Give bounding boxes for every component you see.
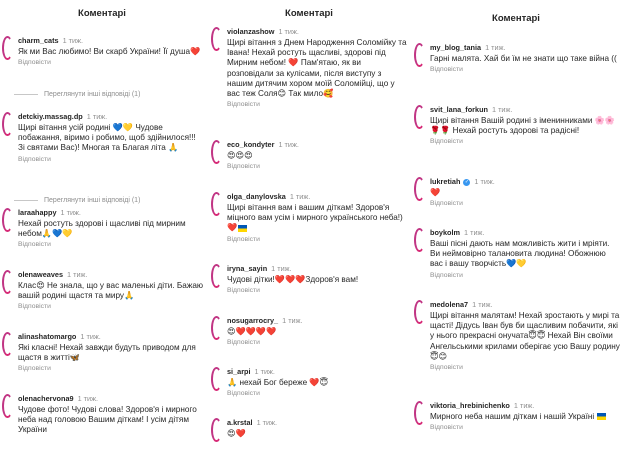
avatar[interactable] — [211, 367, 222, 391]
comment-text: 🙏 нехай Бог береже ❤️😇 — [227, 378, 329, 387]
comment — [412, 228, 620, 279]
reply-button[interactable]: Відповісти — [18, 155, 51, 163]
reply-button[interactable]: Відповісти — [18, 303, 51, 311]
view-replies-button[interactable]: Переглянути інші відповіді (1) — [0, 197, 204, 204]
comment-text: Нехай ростуть здорові і щасливі під мирним небом🙏💙💛 — [18, 219, 186, 239]
comment — [412, 300, 620, 371]
comment-text: Чудові дітки!❤️❤️❤️Здоров'я вам! — [227, 275, 359, 284]
timestamp: 1 тиж. — [271, 264, 292, 273]
comments-panel-1 — [0, 0, 204, 465]
timestamp: 1 тиж. — [256, 418, 277, 427]
username[interactable]: a.krstal — [227, 418, 253, 427]
comment-text: Які класні! Нехай завжди будуть приводом для щастя в житті🦋 — [18, 343, 196, 363]
username[interactable]: medolena7 — [430, 300, 469, 309]
comment — [0, 332, 204, 372]
comment — [209, 367, 409, 397]
username[interactable]: nosugarrocry_ — [227, 316, 279, 325]
comment — [0, 36, 204, 66]
username[interactable]: iryna_sayin — [227, 264, 268, 273]
username[interactable]: olga_danylovska — [227, 192, 286, 201]
avatar[interactable] — [2, 394, 13, 418]
comment-text: Клас😍 Не знала, що у вас маленькі діти. Бажаю вашій родині щастя та миру🙏 — [18, 281, 204, 301]
username[interactable]: laraahappy — [18, 208, 57, 217]
panel-title: Коментарі — [285, 8, 333, 19]
avatar[interactable] — [414, 300, 425, 324]
comment-text: Гарні малята. Хай би їм не знати що таке війна (( — [430, 54, 617, 63]
view-replies-button[interactable]: Переглянути інші відповіді (1) — [0, 91, 204, 98]
timestamp: 1 тиж. — [474, 177, 495, 186]
comment — [412, 105, 620, 145]
comment-text: ❤️ — [430, 188, 441, 197]
reply-button[interactable]: Відповісти — [430, 424, 463, 432]
comment-text: Щирі вітання усій родині 💙💛 Чудове побажання, віримо і робимо, щоб здійнилося!!! Зі святами Вас)! Многая та Благая літа 🙏 — [18, 123, 196, 153]
avatar[interactable] — [2, 270, 13, 294]
reply-button[interactable]: Відповісти — [430, 66, 463, 74]
comment-text: Щирі вітання малятам! Нехай зростають у мирі та щасті! Дідусь Іван був би щасливим побачити, які у нього прекрасні онучата😇😇 Нехай Він своїми Ангельськими крилами оберігає усю Вашу родину😇😊 — [430, 311, 620, 361]
comments-panel-3 — [412, 0, 620, 465]
comment — [412, 177, 620, 207]
comment-text: Щирі вітання з Днем Народження Соломійку та Івана! Нехай ростуть щасливі, здорові під Мирним небом! ❤️ Пам'ятаю, як ви розповідали за кулісами, після виступу з нашим дитячим хором моїй Соломійці, що у вас теж Соля😊 Так мило🥰 — [227, 38, 407, 99]
avatar[interactable] — [414, 401, 425, 425]
ukraine-flag-icon — [597, 413, 606, 420]
timestamp: 1 тиж. — [289, 192, 311, 201]
avatar[interactable] — [2, 36, 13, 60]
avatar[interactable] — [414, 105, 425, 129]
username[interactable]: svit_lana_forkun — [430, 105, 488, 114]
avatar[interactable] — [211, 316, 222, 340]
timestamp: 1 тиж. — [86, 112, 108, 121]
username[interactable]: olenachervona9 — [18, 394, 74, 403]
username[interactable]: detckiy.massag.dp — [18, 112, 83, 121]
comment — [209, 418, 409, 439]
username[interactable]: alinashatomargo — [18, 332, 77, 341]
username[interactable]: violanzashow — [227, 27, 275, 36]
comment — [0, 112, 204, 163]
comment — [0, 208, 204, 248]
comment — [209, 264, 409, 294]
avatar[interactable] — [2, 208, 13, 232]
timestamp: 1 тиж. — [485, 43, 506, 52]
reply-button[interactable]: Відповісти — [430, 138, 463, 146]
username[interactable]: boykolm — [430, 228, 461, 237]
comment-text: 😍❤️ — [227, 429, 246, 438]
comment — [209, 316, 409, 346]
username[interactable]: my_blog_tania — [430, 43, 482, 52]
avatar[interactable] — [211, 27, 222, 51]
reply-button[interactable]: Відповісти — [18, 241, 51, 249]
comment-text: Мирного неба нашим діткам і нашій Україні — [430, 412, 620, 422]
username[interactable]: viktoria_hrebinichenko — [430, 401, 510, 410]
timestamp: 1 тиж. — [254, 367, 275, 376]
timestamp: 1 тиж. — [278, 27, 299, 36]
comment — [0, 394, 204, 436]
comments-panel-2 — [209, 0, 409, 465]
avatar[interactable] — [414, 43, 425, 67]
reply-button[interactable]: Відповісти — [430, 364, 463, 372]
timestamp: 1 тиж. — [62, 36, 83, 45]
panel-title: Коментарі — [492, 13, 540, 24]
verified-badge-icon: ✓ — [464, 178, 470, 185]
comment — [209, 140, 409, 170]
avatar[interactable] — [414, 228, 425, 252]
comment-text: Щирі вітання Вашій родині з іменинниками 🌸🌸🌹🌹 Нехай ростуть здорові та радісні! — [430, 116, 616, 136]
comment-text: 😍❤️❤️❤️❤️ — [227, 327, 277, 336]
timestamp: 1 тиж. — [77, 394, 98, 403]
reply-button[interactable]: Відповісти — [227, 287, 260, 295]
timestamp: 1 тиж. — [67, 270, 88, 279]
comment-text: Ваші пісні дають нам можливість жити і мріяти. Ви неймовірно талановита людина! Обожнюю вас і вашу творчість💙💛 — [430, 239, 610, 269]
timestamp: 1 тиж. — [492, 105, 513, 114]
avatar[interactable] — [2, 112, 13, 136]
reply-button[interactable]: Відповісти — [227, 339, 260, 347]
username[interactable]: lukretiah — [430, 177, 461, 186]
comment — [0, 270, 204, 310]
reply-button[interactable]: Відповісти — [227, 390, 260, 398]
avatar[interactable] — [211, 140, 222, 164]
comment-text: Чудове фото! Чудові слова! Здоров'я і мирного неба над головою Вашим діткам! І усім дітям України — [18, 405, 197, 435]
avatar[interactable] — [211, 264, 222, 288]
timestamp: 1 тиж. — [80, 332, 101, 341]
username[interactable]: si_arpi — [227, 367, 251, 376]
comment — [412, 401, 620, 431]
avatar[interactable] — [211, 418, 222, 442]
timestamp: 1 тиж. — [464, 228, 485, 237]
reply-button[interactable]: Відповісти — [18, 365, 51, 373]
comment — [209, 192, 409, 243]
username[interactable]: charm_cats — [18, 36, 59, 45]
reply-button[interactable]: Відповісти — [227, 101, 260, 109]
reply-button[interactable]: Відповісти — [430, 271, 463, 279]
ukraine-flag-icon — [238, 225, 247, 232]
timestamp: 1 тиж. — [278, 140, 299, 149]
username[interactable]: eco_kondyter — [227, 140, 275, 149]
reply-button[interactable]: Відповісти — [18, 59, 51, 67]
timestamp: 1 тиж. — [472, 300, 493, 309]
avatar[interactable] — [414, 177, 425, 201]
comment-text: Як ми Вас любимо! Ви скарб України! Її душа❤️ — [18, 47, 201, 56]
comment — [209, 27, 409, 108]
panel-title: Коментарі — [78, 8, 126, 19]
reply-button[interactable]: Відповісти — [227, 235, 260, 243]
timestamp: 1 тиж. — [60, 208, 81, 217]
avatar[interactable] — [2, 332, 13, 356]
username[interactable]: olenaweaves — [18, 270, 64, 279]
reply-button[interactable]: Відповісти — [430, 200, 463, 208]
avatar[interactable] — [211, 192, 222, 216]
reply-button[interactable]: Відповісти — [227, 163, 260, 171]
timestamp: 1 тиж. — [282, 316, 303, 325]
comment — [412, 43, 620, 73]
comment-text: 😍😍😍 — [227, 151, 253, 160]
timestamp: 1 тиж. — [513, 401, 535, 410]
comment-text: Щирі вітання вам і вашим діткам! Здоров'я міцного вам усім і мирного українського неба!) ❤️ — [227, 203, 403, 233]
